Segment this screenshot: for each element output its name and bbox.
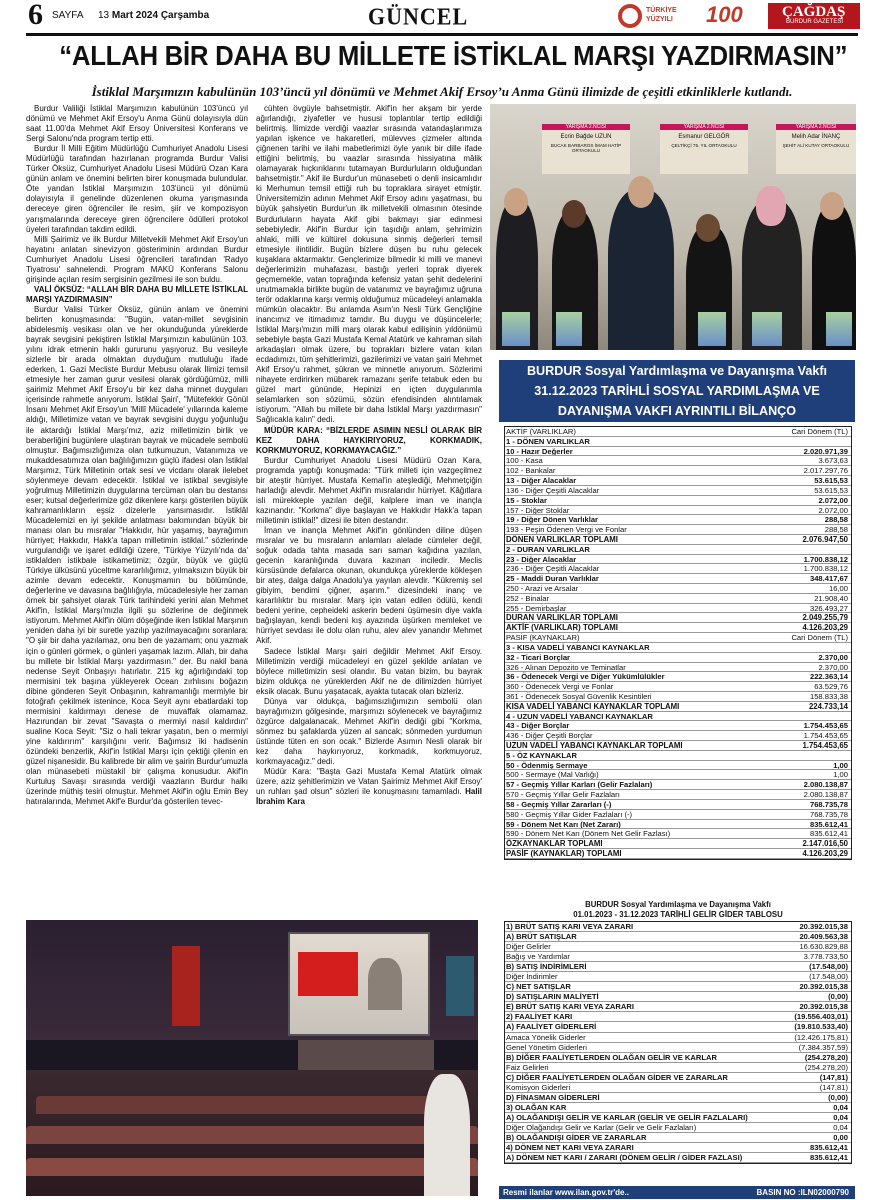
row-value: 835.612,41 bbox=[809, 1143, 848, 1153]
table-row bbox=[505, 506, 851, 516]
article-column-1 bbox=[26, 104, 248, 914]
issue-date: 13 Mart 2024 Çarşamba bbox=[98, 10, 210, 21]
row-value: 158.833,38 bbox=[809, 691, 848, 701]
row-label: A) DÖNEM NET KARI / ZARARI (DÖNEM GELİR / GİDER FAZLASI) bbox=[506, 1153, 743, 1163]
gift-bag bbox=[556, 312, 582, 346]
table-row bbox=[505, 972, 851, 982]
article-paragraph: cühten övgüyle bahsetmiştir. Akif'in her akşam bir yerde ağırlandığı, ziyafetler ve hususi toplantılar tertip edildiği belirtmiş. İlimizde verdiği vaazlar sırasında vatandaşlarımıza yapılan işkence ve hakaretleri, mülevves çizmeler altında çiğnenen tarihi ve ilahi mabetlerimizi öyle yanık bir dille ifade ettiğini belirtmiş, bu vaazlar sırasında hissiyatına mâlik olamayarak hıçkırıklarını tutamayan Burdurluların olduğundan bahsetmiştir." Akif ile Burdur'un münasebeti o denli insicamlıdır ki Merhumun temsil ettiği ruh bu topraklara sirayet etmiştir. Üniversitemizin adının Mehmet Akif Ersoy adını yaşatması, bu büyük şahsiyetin Burdur'un ilk milletvekili olmasının ötesinde Burdurluların hayata Akif gibi bakmayı şiar edinmesi sebebiyledir. Akif'in Burdur için taşıdığı anlam, şehrimizin ahlaki, milli ve kültürel dokusuna sinmiş değerleri temsil etmesiyle ilintilidir. Bugün bizlere düşen bu ruhu gelecek kuşaklara aktarmaktır. Gençlerimize bilmedir ki milli ve manevi değerlerimizin muhafazası, bastığı yerleri toprak diyerek geçmemekle, vatan toprağında kefensiz yatan şehit dedelerini unutmamakla birlikte bugün de vatanımız ve bayrağımız uğruna terör odaklarına karşı vermiş olduğumuz mücadeleyi anlamakla mümkün olacaktır. Bu anlamda Asım'ın Nesli Türk Gençliğine inancımız ve itimadımız tamdır. Bu duygu ve düşüncelerle; İstiklal Marşı'mızın milli marş olarak kabul edilişinin yıldönümü sebebiyle başta Gazi Mustafa Kemal Atatürk ve kahraman silah arkadaşları olmak üzere, bu toprakları bizlere vatan kılan ecdadımızı, tüm şehitlerimizi, gazilerimizi ve vatan şairi Mehmet Akif Ersoy'u rahmet, şükran ve minnetle anıyorum. Sözlerimi nihayete erdirirken mübarek ramazanı şerife tetabuk eden bu güzel mart gününde, Hepinizi en içten duygularımla selamlarken son sözümü, sözün efendisinden alıntılamak istiyorum. "Allah bu millete bir daha İstiklal Marşı yazdırmasın" Sağlıcakla kalın" dedi. bbox=[256, 104, 482, 425]
gift-bag bbox=[752, 312, 782, 346]
table-row bbox=[505, 633, 851, 643]
portrait-figure bbox=[368, 958, 402, 1010]
table-row bbox=[505, 1093, 851, 1103]
row-value: 0,04 bbox=[833, 1112, 848, 1122]
row-label: 193 - Peşin Ödenen Vergi ve Fonlar bbox=[506, 525, 627, 535]
table-row bbox=[505, 555, 851, 565]
row-value: 4.126.203,29 bbox=[802, 848, 848, 858]
row-value: 0,04 bbox=[833, 1122, 848, 1132]
row-label: 250 - Arazi ve Arsalar bbox=[506, 584, 579, 593]
header-rule bbox=[26, 33, 858, 36]
row-label: 25 - Maddi Duran Varlıklar bbox=[506, 574, 599, 584]
row-value: (147,81) bbox=[819, 1082, 848, 1092]
row-label: 57 - Geçmiş Yıllar Karları (Gelir Fazlaları) bbox=[506, 780, 653, 790]
table-row bbox=[505, 623, 851, 633]
row-value: 21.908,40 bbox=[814, 593, 848, 603]
table-row bbox=[505, 653, 851, 663]
article-paragraph: Milli Şairimiz ve ilk Burdur Milletvekili Mehmet Akif Ersoy'un hayatını anlatan sinevizyon gösteriminin ardından Burdur Cumhuriyet Anadolu Lisesi öğrencileri tarafından 'Radyo Tiyatrosu' sahnelendi. Program MAKÜ Konferans Salonu girişinde açılan resim sergisinin gezilmesi ile son buldu. bbox=[26, 234, 248, 284]
row-label: 50 - Ödenmiş Sermaye bbox=[506, 760, 588, 770]
article-paragraph: İman ve inançla Mehmet Akif'in gönlünden diline düşen mısralar ve bu mısraların anlamları alelade cümleler değil, soğuk odada tahta masada sarı saman kağıdına yazılan, gecenin karanlığında duvara kazınan inciledir. Meclis kürsüsünde defalarca okunan, okundukça yüreklerde kökleşen bir ateş, dalga dalga Anadolu'ya yayılan alevdir. "Kükremiş sel gibiyim, bendimi çiğner, aşarım." dizesindeki inanç ve kararlılıktır bu mısralar. Marş için vatan edilen ödülü, kendi bedeni yerine, cepheideki askerin bedeni üşümesin diye vakfa bağışlayan, kendi bedeni kış ayazında üşürken memleket ve hürriyet sevdası ile dolu olan ruhu, alev alev yanandır Mehmet Akif. bbox=[256, 525, 482, 646]
article-headline: “ALLAH BİR DAHA BU MİLLETE İSTİKLAL MARŞI YAZDIRMASIN” bbox=[59, 40, 848, 71]
table-row bbox=[505, 712, 851, 722]
row-value: (17.548,00) bbox=[809, 972, 848, 982]
row-label: 59 - Dönem Net Karı (Net Zararı) bbox=[506, 819, 621, 829]
row-value: (7.384.357,59) bbox=[798, 1042, 848, 1052]
row-label: A) OLAĞANDIŞI GELİR VE KARLAR (GELİR VE GELİR FAZLALARI) bbox=[506, 1112, 748, 1122]
row-value: 2.076.947,50 bbox=[802, 534, 848, 544]
row-value: (12.426.175,81) bbox=[794, 1032, 848, 1042]
table-row bbox=[505, 496, 851, 506]
page-label: SAYFA bbox=[52, 10, 84, 21]
row-label: 3) OLAĞAN KAR bbox=[506, 1102, 567, 1112]
table-row bbox=[505, 427, 851, 437]
table-row bbox=[505, 721, 851, 731]
table-row bbox=[505, 466, 851, 476]
turkiye-yuzyili-logo: TÜRKİYE YÜZYILI bbox=[618, 2, 702, 30]
table-row bbox=[505, 672, 851, 682]
article-paragraph: Dünya var oldukça, bağımsızlığımızın sembolü olan bayrağımızın gölgesinde, marşımızı söylenecek ve bayrağımız özgürce dalgalanacak. Mehmet Akif'in dediği gibi "Korkma, sönmez bu şafaklarda yüzen al sancak; sönmeden yurdumun üstünde tüten en son ocak." Bizlerde Asımın Nesli olarak bir kez daha haykırıyoruz, korkmadık, korkmuyoruz, korkmayacağız." dedi. bbox=[256, 696, 482, 767]
row-label: Bağış ve Yardımlar bbox=[506, 952, 570, 962]
table-row bbox=[505, 1043, 851, 1053]
table-row bbox=[505, 922, 851, 932]
table-row bbox=[505, 932, 851, 942]
page-header bbox=[26, 2, 858, 32]
row-value: (19.556.403,01) bbox=[794, 1012, 848, 1022]
table-row bbox=[505, 447, 851, 457]
table-row bbox=[505, 952, 851, 962]
table-row bbox=[505, 486, 851, 496]
flag-icon bbox=[298, 952, 358, 996]
table-row bbox=[505, 1053, 851, 1063]
row-value: 63.529,76 bbox=[814, 682, 848, 692]
table-row bbox=[505, 780, 851, 790]
award-board-3: YARIŞMA 2.NCİSİ Melih Adar İNANÇ ŞEHİT ALİ KUTAY ORTAOKULU bbox=[776, 124, 856, 174]
row-label: 10 - Hazır Değerler bbox=[506, 446, 573, 456]
row-value: 2.080.138,87 bbox=[803, 780, 848, 790]
row-value: (147,81) bbox=[819, 1072, 848, 1082]
row-value: 16.630.829,88 bbox=[799, 942, 848, 952]
row-value: (254.278,20) bbox=[804, 1052, 848, 1062]
row-label: 252 - Binalar bbox=[506, 593, 550, 603]
row-label: 255 - Demirbaşlar bbox=[506, 603, 567, 613]
table-row bbox=[505, 839, 851, 849]
income-statement-title: BURDUR Sosyal Yardımlaşma ve Dayanışma Vakfı 01.01.2023 - 31.12.2023 TARİHLİ GELİR GİDER TABLOSU bbox=[573, 900, 783, 919]
row-label: AKTİF (VARLIKLAR) bbox=[506, 427, 576, 436]
table-row bbox=[505, 1033, 851, 1043]
row-label: 157 - Diğer Stoklar bbox=[506, 505, 570, 515]
table-row bbox=[505, 663, 851, 673]
award-board-2: YARIŞMA 2.NCİSİ Esmanur GELGÖR ÇELTİKÇİ 75. YIL ORTAOKULU bbox=[660, 124, 748, 174]
row-value: 1,00 bbox=[833, 760, 848, 770]
row-label: B) DİĞER FAALİYETLERDEN OLAĞAN GELİR VE KARLAR bbox=[506, 1052, 717, 1062]
row-label: 23 - Diğer Alacaklar bbox=[506, 554, 577, 564]
row-value: 1.700.838,12 bbox=[803, 564, 848, 574]
row-value: 16,00 bbox=[828, 584, 848, 593]
row-label: 500 - Sermaye (Mal Varlığı) bbox=[506, 770, 599, 780]
table-row bbox=[505, 800, 851, 810]
row-label: UZUN VADELİ YABANCI KAYNAKLAR TOPLAMI bbox=[506, 741, 683, 750]
table-row bbox=[505, 849, 851, 859]
row-value: 1.754.453,65 bbox=[803, 731, 848, 741]
stage-desk bbox=[298, 1040, 434, 1070]
row-value: 288,58 bbox=[824, 515, 848, 525]
table-row bbox=[505, 942, 851, 952]
row-label: B) SATIŞ İNDİRİMLERİ bbox=[506, 962, 587, 972]
gift-bag bbox=[502, 312, 530, 346]
row-value: 222.363,14 bbox=[809, 672, 848, 682]
row-label: AKTİF (VARLIKLAR) TOPLAMI bbox=[506, 623, 618, 633]
photographer-figure bbox=[424, 1074, 470, 1196]
row-value: Cari Dönem (TL) bbox=[791, 633, 848, 643]
author-name: Halil İbrahim Kara bbox=[256, 787, 482, 807]
row-value: 53.615,53 bbox=[814, 485, 848, 495]
row-value: 2.080.138,87 bbox=[803, 790, 848, 800]
row-value: 1,00 bbox=[833, 770, 848, 780]
table-row bbox=[505, 545, 851, 555]
table-row bbox=[505, 1073, 851, 1083]
row-value: 835.612,41 bbox=[809, 819, 848, 829]
paper-logo: ÇAĞDAŞ BURDUR GAZETESİ bbox=[768, 3, 860, 29]
gift-bag bbox=[826, 312, 852, 346]
table-row bbox=[505, 535, 851, 545]
row-label: DURAN VARLIKLAR TOPLAMI bbox=[506, 613, 618, 623]
table-row bbox=[505, 1063, 851, 1073]
balance-sheet-table bbox=[504, 426, 852, 860]
row-value: 835.612,41 bbox=[809, 1153, 848, 1163]
row-label: 1 - DÖNEN VARLIKLAR bbox=[506, 436, 590, 446]
row-value: 1.754.453,65 bbox=[803, 721, 848, 731]
row-value: 835.612,41 bbox=[809, 829, 848, 839]
award-board-1: YARIŞMA 2.NCİSİ Ecrin Bağde UZUN BUCAK BARBAROS İMAM HATİP ORTAOKULU bbox=[542, 124, 630, 174]
person-figure bbox=[608, 190, 674, 350]
row-label: 2 - DURAN VARLIKLAR bbox=[506, 544, 590, 554]
row-label: 58 - Geçmiş Yıllar Zararları (-) bbox=[506, 799, 612, 809]
row-label: 19 - Diğer Dönen Varlıklar bbox=[506, 515, 599, 525]
award-ceremony-photo bbox=[490, 104, 856, 350]
article-paragraph: Müdür Kara: "Başta Gazi Mustafa Kemal Atatürk olmak üzere, aziz şehitlerimizin ve Vatan Şairimiz Mehmet Akif Ersoy' un ruhları şad olsun" sözleri ile konuşmasını tamamladı. Halil İbrahim Kara bbox=[256, 767, 482, 807]
table-row bbox=[505, 574, 851, 584]
ilan-link-text: Resmi ilanlar www.ilan.gov.tr'de.. bbox=[503, 1188, 629, 1197]
table-row bbox=[505, 982, 851, 992]
row-label: 236 - Diğer Çeşitli Alacaklar bbox=[506, 564, 600, 574]
article-paragraph: Burdur İl Milli Eğitim Müdürlüğü Cumhuriyet Anadolu Lisesi Müdürlüğü tarafından hazırlanan programda Burdur Valisi Türker Öksüz, Cumhuriyet Anadolu Lisesi Müdürü Ozan Kara günün anlam ve önemini belirten birer konuşmada bulundular. Öte yandan İstiklal Marşımızın 103'üncü yıl dönümü dolayısıyla il genelinde düzenlenen okuma yarışmasında dereceye giren öğrenciler ile resim, şiir ve kompozisyon yarışmalarında dereceye giren öğrencilere ödülleri protokol üyeleri tarafından takdim edildi. bbox=[26, 144, 248, 234]
row-label: DÖNEN VARLIKLAR TOPLAMI bbox=[506, 534, 618, 544]
row-label: 326 - Alınan Depozito ve Teminatlar bbox=[506, 662, 626, 672]
row-label: E) BRÜT SATIŞ KARI VEYA ZARARI bbox=[506, 1002, 634, 1012]
row-label: D) FİNASMAN GİDERLERİ bbox=[506, 1092, 600, 1102]
row-label: 570 - Geçmiş Yıllar Gelir Fazlaları bbox=[506, 790, 620, 800]
row-value: 1.754.453,65 bbox=[802, 741, 848, 750]
table-row bbox=[505, 1022, 851, 1032]
row-label: 3 - KISA VADELİ YABANCI KAYNAKLAR bbox=[506, 642, 650, 652]
row-value: (0,00) bbox=[828, 992, 848, 1002]
table-row bbox=[505, 613, 851, 623]
row-label: Faiz Gelirleri bbox=[506, 1062, 549, 1072]
row-label: 100 - Kasa bbox=[506, 456, 543, 466]
row-label: 360 - Ödenecek Vergi ve Fonlar bbox=[506, 682, 614, 692]
table-row bbox=[505, 1083, 851, 1093]
table-row bbox=[505, 515, 851, 525]
row-label: 32 - Ticari Borçlar bbox=[506, 652, 571, 662]
table-row bbox=[505, 643, 851, 653]
row-value: (17.548,00) bbox=[809, 962, 848, 972]
article-paragraph: Sadece İstiklal Marşı şairi değildir Mehmet Akif Ersoy. Milletimizin verdiği mücadeleyi en güzel şekilde anlatan ve böylece milletimizin sesi olandır. Bu vatan bizim, bu bayrak bizim oldukça ne yüreklerden Akif ne de dilimizden hürriyet eksik olacak. Bunu yaşatacak, ayakta tutacak olan bizleriz. bbox=[256, 646, 482, 696]
row-value: 20.409.563,38 bbox=[799, 932, 848, 942]
row-value: 224.733,14 bbox=[808, 701, 848, 711]
row-label: 102 - Bankalar bbox=[506, 466, 556, 476]
row-label: B) OLAĞANDIŞI GİDER VE ZARARLAR bbox=[506, 1132, 647, 1142]
wall-banner bbox=[172, 946, 200, 1026]
table-row bbox=[505, 682, 851, 692]
row-value: 20.392.015,38 bbox=[799, 922, 848, 931]
section-title: GÜNCEL bbox=[368, 2, 469, 31]
article-paragraph: Burdur Cumhuriyet Anadolu Lisesi Müdürü Ozan Kara, programda yaptığı konuşmada: "Türk milleti için vazgeçilmez bir ateştir hürriyet. Mustafa Kemal'in ateşlediği, Mehmetçiğin harladığı alevdir. Mehmet Akif'in mısralarıdır hürriyet. Kâğıtlara isli mürekkeple yazılan değil, kalplere iman ve inançla kazınandır. "Korkma" diye başlayan ve Hakkıdır Hakk'a tapan milletimin istiklal!" dizesi ile biten destandır. bbox=[256, 455, 482, 525]
table-row bbox=[505, 751, 851, 761]
table-row bbox=[505, 962, 851, 972]
table-row bbox=[505, 810, 851, 820]
row-label: 136 - Diğer Çeşitli Alacaklar bbox=[506, 485, 600, 495]
row-value: 3.673,63 bbox=[818, 456, 848, 466]
row-value: 2.072,00 bbox=[818, 505, 848, 515]
row-value: 2.370,00 bbox=[818, 652, 848, 662]
table-row bbox=[505, 829, 851, 839]
table-row bbox=[505, 790, 851, 800]
row-value: Cari Dönem (TL) bbox=[791, 427, 848, 436]
gift-bag bbox=[698, 312, 726, 346]
table-row bbox=[505, 1133, 851, 1143]
row-value: 2.020.971,39 bbox=[803, 446, 848, 456]
row-label: 436 - Diğer Çeşitli Borçlar bbox=[506, 731, 593, 741]
row-label: 43 - Diğer Borçlar bbox=[506, 721, 570, 731]
table-row bbox=[505, 437, 851, 447]
row-value: 2.370,00 bbox=[818, 662, 848, 672]
row-value: 1.700.838,12 bbox=[803, 554, 848, 564]
table-row bbox=[505, 594, 851, 604]
table-row bbox=[505, 476, 851, 486]
row-label: A) BRÜT SATIŞLAR bbox=[506, 932, 577, 942]
logo-ring-icon bbox=[618, 4, 642, 28]
table-row bbox=[505, 1002, 851, 1012]
row-value: 2.147.016,50 bbox=[802, 839, 848, 849]
row-value: (254.278,20) bbox=[804, 1062, 848, 1072]
row-label: 36 - Ödenecek Vergi ve Diğer Yükümlülükler bbox=[506, 672, 665, 682]
legal-notice-footer bbox=[499, 1186, 855, 1199]
row-value: 326.493,27 bbox=[809, 603, 848, 613]
row-label: C) DİĞER FAALİYETLERDEN OLAĞAN GİDER VE ZARARLAR bbox=[506, 1072, 728, 1082]
row-value: 288,58 bbox=[824, 525, 848, 535]
press-number: BASIN NO :ILN02000790 bbox=[756, 1188, 849, 1197]
table-row bbox=[505, 770, 851, 780]
page-number: 6 bbox=[28, 0, 43, 31]
row-label: PASİF (KAYNAKLAR) TOPLAMI bbox=[506, 848, 622, 858]
row-value: 0,04 bbox=[833, 1102, 848, 1112]
row-label: Diğer Olağandışı Gelir ve Karlar (Gelir ve Gelir Fazlaları) bbox=[506, 1122, 697, 1132]
row-label: 4 - UZUN VADELİ YABANCI KAYNAKLAR bbox=[506, 711, 653, 721]
row-value: 20.392.015,38 bbox=[799, 1002, 848, 1012]
row-label: C) NET SATIŞLAR bbox=[506, 982, 571, 992]
table-row bbox=[505, 1143, 851, 1153]
row-value: (0,00) bbox=[828, 1092, 848, 1102]
projection-screen bbox=[288, 932, 430, 1036]
row-value: 2.017.297,76 bbox=[803, 466, 848, 476]
row-label: Diğer Gelirler bbox=[506, 942, 551, 952]
row-label: 15 - Stoklar bbox=[506, 495, 547, 505]
row-value: 2.049.255,79 bbox=[802, 613, 848, 623]
table-row bbox=[505, 604, 851, 614]
table-row bbox=[505, 692, 851, 702]
table-row bbox=[505, 1103, 851, 1113]
row-value: 3.778.733,50 bbox=[803, 952, 848, 962]
balance-sheet-title: BURDUR Sosyal Yardımlaşma ve Dayanışma Vakfı 31.12.2023 TARİHLİ SOSYAL YARDIMLAŞMA VE DAYANIŞMA VAKFI AYRINTILI BİLANÇO bbox=[499, 360, 855, 422]
row-label: 361 - Ödenecek Sosyal Güvenlik Kesintileri bbox=[506, 691, 652, 701]
row-value: 768.735,78 bbox=[809, 799, 848, 809]
row-label: 2) FAALİYET KARI bbox=[506, 1012, 573, 1022]
row-label: 5 - ÖZ KAYNAKLAR bbox=[506, 750, 578, 760]
article-subheadline: İstiklal Marşımızın kabulünün 103’üncü yıl dönümü ve Mehmet Akif Ersoy’u Anma Günü ilimizde de çeşitli etkinliklerle kutlandı. bbox=[91, 84, 793, 99]
row-value: 4.126.203,29 bbox=[802, 623, 848, 633]
row-value: 53.615,53 bbox=[814, 476, 848, 486]
row-label: A) FAALİYET GİDERLERİ bbox=[506, 1022, 597, 1032]
row-label: Komisyon Giderleri bbox=[506, 1082, 571, 1092]
wall-banner bbox=[446, 956, 474, 1016]
article-subheading: VALİ ÖKSÜZ: “ALLAH BİR DAHA BU MİLLETE İSTİKLAL MARŞI YAZDIRMASIN” bbox=[26, 284, 248, 304]
article-paragraph: Burdur Valiliği İstiklal Marşımızın kabulünün 103'üncü yıl dönümü ve Mehmet Akif Ersoy'u Anma Günü dolayısıyla dün saat 11.00'da Mehmet Akif Ersoy Üniversitesi Konferans ve Sergi Salonu'nda program tertip etti. bbox=[26, 104, 248, 144]
row-label: D) SATIŞLARIN MALİYETİ bbox=[506, 992, 599, 1002]
row-value: 2.072,00 bbox=[818, 495, 848, 505]
row-label: 13 - Diğer Alacaklar bbox=[506, 476, 577, 486]
table-row bbox=[505, 702, 851, 712]
row-value: 0,00 bbox=[833, 1132, 848, 1142]
row-label: 4) DÖNEM NET KARI VEYA ZARARI bbox=[506, 1143, 634, 1153]
income-statement-table bbox=[504, 921, 852, 1164]
table-row bbox=[505, 731, 851, 741]
row-label: Genel Yönetim Giderleri bbox=[506, 1042, 587, 1052]
anniversary-100-logo: 100 bbox=[706, 2, 743, 27]
table-row bbox=[505, 1113, 851, 1123]
article-subheading: MÜDÜR KARA: “BİZLERDE ASIMIN NESLİ OLARAK BİR KEZ DAHA HAYKIRIYORUZ, KORKMADIK, KORKMUYORUZ, KORKMAYACAĞIZ.” bbox=[256, 425, 482, 455]
table-row bbox=[505, 584, 851, 594]
article-column-2 bbox=[256, 104, 482, 918]
row-label: 590 - Dönem Net Karı (Dönem Net Gelir Fazlası) bbox=[506, 829, 671, 839]
table-row bbox=[505, 820, 851, 830]
row-label: 1) BRÜT SATIŞ KARI VEYA ZARARI bbox=[506, 922, 634, 931]
row-label: ÖZKAYNAKLAR TOPLAMI bbox=[506, 839, 603, 849]
table-row bbox=[505, 456, 851, 466]
table-row bbox=[505, 992, 851, 1002]
table-row bbox=[505, 761, 851, 771]
table-row bbox=[505, 564, 851, 574]
row-label: Diğer İndirimler bbox=[506, 972, 558, 982]
conference-hall-photo bbox=[26, 920, 478, 1196]
table-row bbox=[505, 1012, 851, 1022]
row-value: (19.810.533,40) bbox=[794, 1022, 848, 1032]
row-value: 348.417,67 bbox=[809, 574, 848, 584]
row-label: Amaca Yönelik Giderler bbox=[506, 1032, 586, 1042]
table-row bbox=[505, 1153, 851, 1163]
row-label: KISA VADELİ YABANCI KAYNAKLAR TOPLAMI bbox=[506, 701, 680, 711]
table-row bbox=[505, 525, 851, 535]
row-label: PASİF (KAYNAKLAR) bbox=[506, 633, 580, 643]
table-row bbox=[505, 741, 851, 751]
article-paragraph: Burdur Valisi Türker Öksüz, günün anlam ve önemini belirten konuşmasında: "Bugün, vatan-millet sevgisinin abidelesmiş vesikası olan ve her okunduğunda yüreklerde bayrak sevgisini pekiştiren İstiklal Marşımızın kabulünün 103. yılını idrak etmenin haklı gururunu yaşıyoruz. Bu vesileyle sizlerle bir arada olmaktan duyduğum mutluluğu ifade ederken, 1. Gazi Mecliste Burdur Mebusu olarak İlimizi temsil etmesiyle her zaman gurur vesilesi olarak gördüğümüz, milli şairimiz Mehmet Akif Ersoy'u bir kez daha minnet duyguları içerisinde rahmetle anıyorum. İstiklal Şairi', "Mütefekkir Gönül İnsanı Mehmet Akif Ersoy'un 'Millî Mücadele' yıllarında kaleme aldığı, Milletimize vatan ve bayrak sevgisini duygu yoğunluğu ile aktardığı İstiklal Marşı'mız, aziz milletimizin birlik ve beraberliğini bugünlere ulaştıran bayrak ve mücadele sembolü olmuştur. Bağımsızlığımıza olan tutkumuzun, Vatanımıza ve mukaddesatımıza olan bağlılığımızın güçlü ifadesi olan İstiklal Marşımız, Türk Milletinin ortak sesi ve vicdanı olarak ilelebet söylenmeye devam edecektir. İstiklal ve istikbal sevgisiyle yoğrulmuş Milletimizin duygularına tercüman olan bu destansı eser; kutsal değerlerimize göz dikenlere karşı gösterilen büyük kahramanlıkların eşsiz dizelerle yansımasıdır. İstiklâl Mücadelemizi en iyi şekilde anlatması bakımından büyük bir manası olan bu mısralar "Hakkıdır, hür yaşamış, bayrağımın hürriyet; Hakkıdır, Hakk'a tapan milletimin istiklal." sözlerinde vurgulandığı ve işaret edildiği üzere, 'Türkiye Yüzyılı'nda da' istiklalden istikbale istikametimiz; özgür, büyük ve güçlü Türkiye ülküsünü yüceltme kararlılığımız, yılmaksızın büyük bir azimle devam edecektir. Konuşmamın bu bölümünde, değerlerine ve davasına bağlılığıyla, mücadelesiyle her zaman örnek bir şahsiyet olarak Türk tarihindeki yerini alan Mehmet Akif'in, İstiklal Marşı'mızla ilgili şu sözlerine de değinmek istiyorum. Mehmet Akif'in ölüm döşeğinde iken İstiklal Marşının yeniden daha iyi bir suretle yazılıp yazılmayacağını soranlara: "O şiir bir daha yazılamaz, onu ben de yazamam; onu yazmak için o günleri görmek, o günleri yaşamak lazım. Allah, bir daha bu millete bir İstiklal Marşı yazdırmasın." der. Bu nakil bana nedense Seyit Onbaşıyı hatırlatır. 215 kg ağırlığındaki top mermisini tek başına yükleyerek Ocean zırhlısını boğazın dibine gönderen Seyit Onbaşının, kahramanlığı mermiyle bir fotoğrafı çekilmek istenince, Koca Seyit aynı ebatlardaki top mermisini kaldırmayı denese de muvaffak olamamaz. Hazırundan bir zevat "Savaşta o mermiyi nasıl kaldırdın" sualine Koca Seyit: "Siz o hali tekrar yaşatın, ben o mermiyi yine kaldırırım" karşılığını verir. Bağımsız iki hadisenin özündeki benzerlik, Akif'in İstiklal Marşı için çektiği çilenin en güzel nişanesidir. Bu kalibrede bir alim ve şairin Burdur'umuzla olan münasebeti müstakil bir çalışma konusudur. Akif'in Kurtuluş Savaşı sırasında verdiği vaazların Burdur halkı üzerinde müthiş tesiri olmuştur. Mehmet Akif'in oğlu Emin Bey hatıralarında, Mehmet Akif'e Burdur'da gösterilen tevec- bbox=[26, 304, 248, 807]
table-row bbox=[505, 1123, 851, 1133]
row-label: 580 - Geçmiş Yıllar Gider Fazlaları (-) bbox=[506, 809, 633, 819]
row-value: 20.392.015,38 bbox=[799, 982, 848, 992]
row-value: 768.735,78 bbox=[809, 809, 848, 819]
